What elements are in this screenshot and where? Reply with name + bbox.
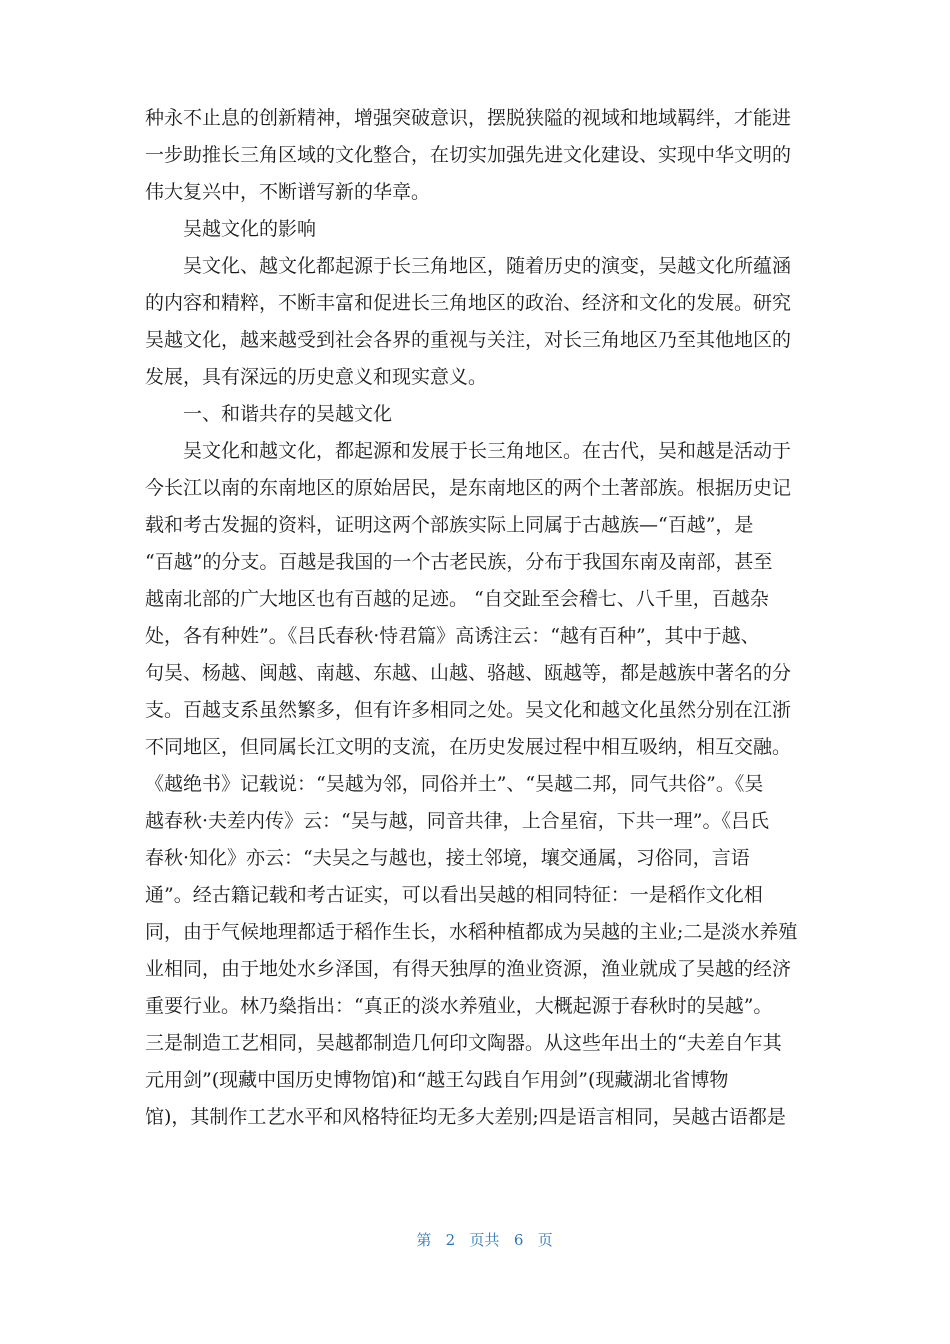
text-line: 业相同，由于地处水乡泽国，有得天独厚的渔业资源，渔业就成了吴越的经济: [145, 958, 792, 980]
text-line: 越南北部的广大地区也有百越的足迹。 “自交趾至会稽七、八千里，百越杂: [145, 588, 769, 610]
text-line: 通”。经古籍记载和考古证实，可以看出吴越的相同特征：一是稻作文化相: [145, 884, 763, 906]
text-line: 不同地区，但同属长江文明的支流，在历史发展过程中相互吸纳，相互交融。: [145, 736, 792, 758]
footer-suffix: 页: [537, 1231, 553, 1249]
text-line: 的内容和精粹，不断丰富和促进长三角地区的政治、经济和文化的发展。研究: [145, 292, 792, 314]
text-line: 同，由于气候地理都适于稻作生长，水稻种植都成为吴越的主业;二是淡水养殖: [145, 921, 798, 943]
text-line: 吴越文化的影响: [183, 218, 317, 240]
text-line: 元用剑”(现藏中国历史博物馆)和“越王勾践自乍用剑”(现藏湖北省博物: [145, 1069, 729, 1091]
text-line: 馆)，其制作工艺水平和风格特征均无多大差别;四是语言相同，吴越古语都是: [145, 1106, 786, 1128]
body-text: [145, 100, 810, 1136]
text-line: 春秋·知化》亦云：“夫吴之与越也，接土邻境，壤交通属，习俗同，言语: [145, 847, 750, 869]
text-line: 吴越文化，越来越受到社会各界的重视与关注，对长三角地区乃至其他地区的: [145, 329, 792, 351]
text-line: 一、和谐共存的吴越文化: [183, 403, 393, 425]
text-line: 吴文化和越文化，都起源和发展于长三角地区。在古代，吴和越是活动于: [183, 440, 792, 462]
text-line: 载和考古发掘的资料，证明这两个部族实际上同属于古越族—“百越”，是: [145, 514, 754, 536]
text-line: 今长江以南的东南地区的原始居民，是东南地区的两个土著部族。根据历史记: [145, 477, 792, 499]
text-line: 发展，具有深远的历史意义和现实意义。: [145, 366, 488, 388]
text-line: 越春秋·夫差内传》云：“吴与越，同音共律，上合星宿，下共一理”。《吕氏: [145, 810, 769, 832]
text-line: 重要行业。林乃燊指出：“真正的淡水养殖业，大概起源于春秋时的吴越”。: [145, 995, 773, 1017]
footer-prefix: 第: [416, 1231, 432, 1249]
text-line: 种永不止息的创新精神，增强突破意识，摆脱狭隘的视域和地域羁绊，才能进: [145, 107, 792, 129]
text-line: 处，各有种姓”。《吕氏春秋·恃君篇》高诱注云：“越有百种”，其中于越、: [145, 625, 760, 647]
footer-total-pages: 6: [513, 1231, 524, 1249]
text-line: 《越绝书》记载说：“吴越为邻，同俗并土”、“吴越二邦，同气共俗”。《吴: [145, 773, 764, 795]
text-line: 支。百越支系虽然繁多，但有许多相同之处。吴文化和越文化虽然分别在江浙: [145, 699, 792, 721]
text-line: 一步助推长三角区域的文化整合，在切实加强先进文化建设、实现中华文明的: [145, 144, 792, 166]
text-line: 句吴、杨越、闽越、南越、东越、山越、骆越、瓯越等，都是越族中著名的分: [145, 662, 792, 684]
text-line: 伟大复兴中，不断谱写新的华章。: [145, 181, 431, 203]
text-line: “百越”的分支。百越是我国的一个古老民族，分布于我国东南及南部，甚至: [145, 551, 773, 573]
text-line: 三是制造工艺相同，吴越都制造几何印文陶器。从这些年出土的“夫差自乍其: [145, 1032, 782, 1054]
footer-middle: 页共: [469, 1231, 500, 1249]
page-footer: [0, 1211, 950, 1268]
footer-page-number: 2: [445, 1231, 456, 1249]
text-line: 吴文化、越文化都起源于长三角地区，随着历史的演变，吴越文化所蕴涵: [183, 255, 792, 277]
